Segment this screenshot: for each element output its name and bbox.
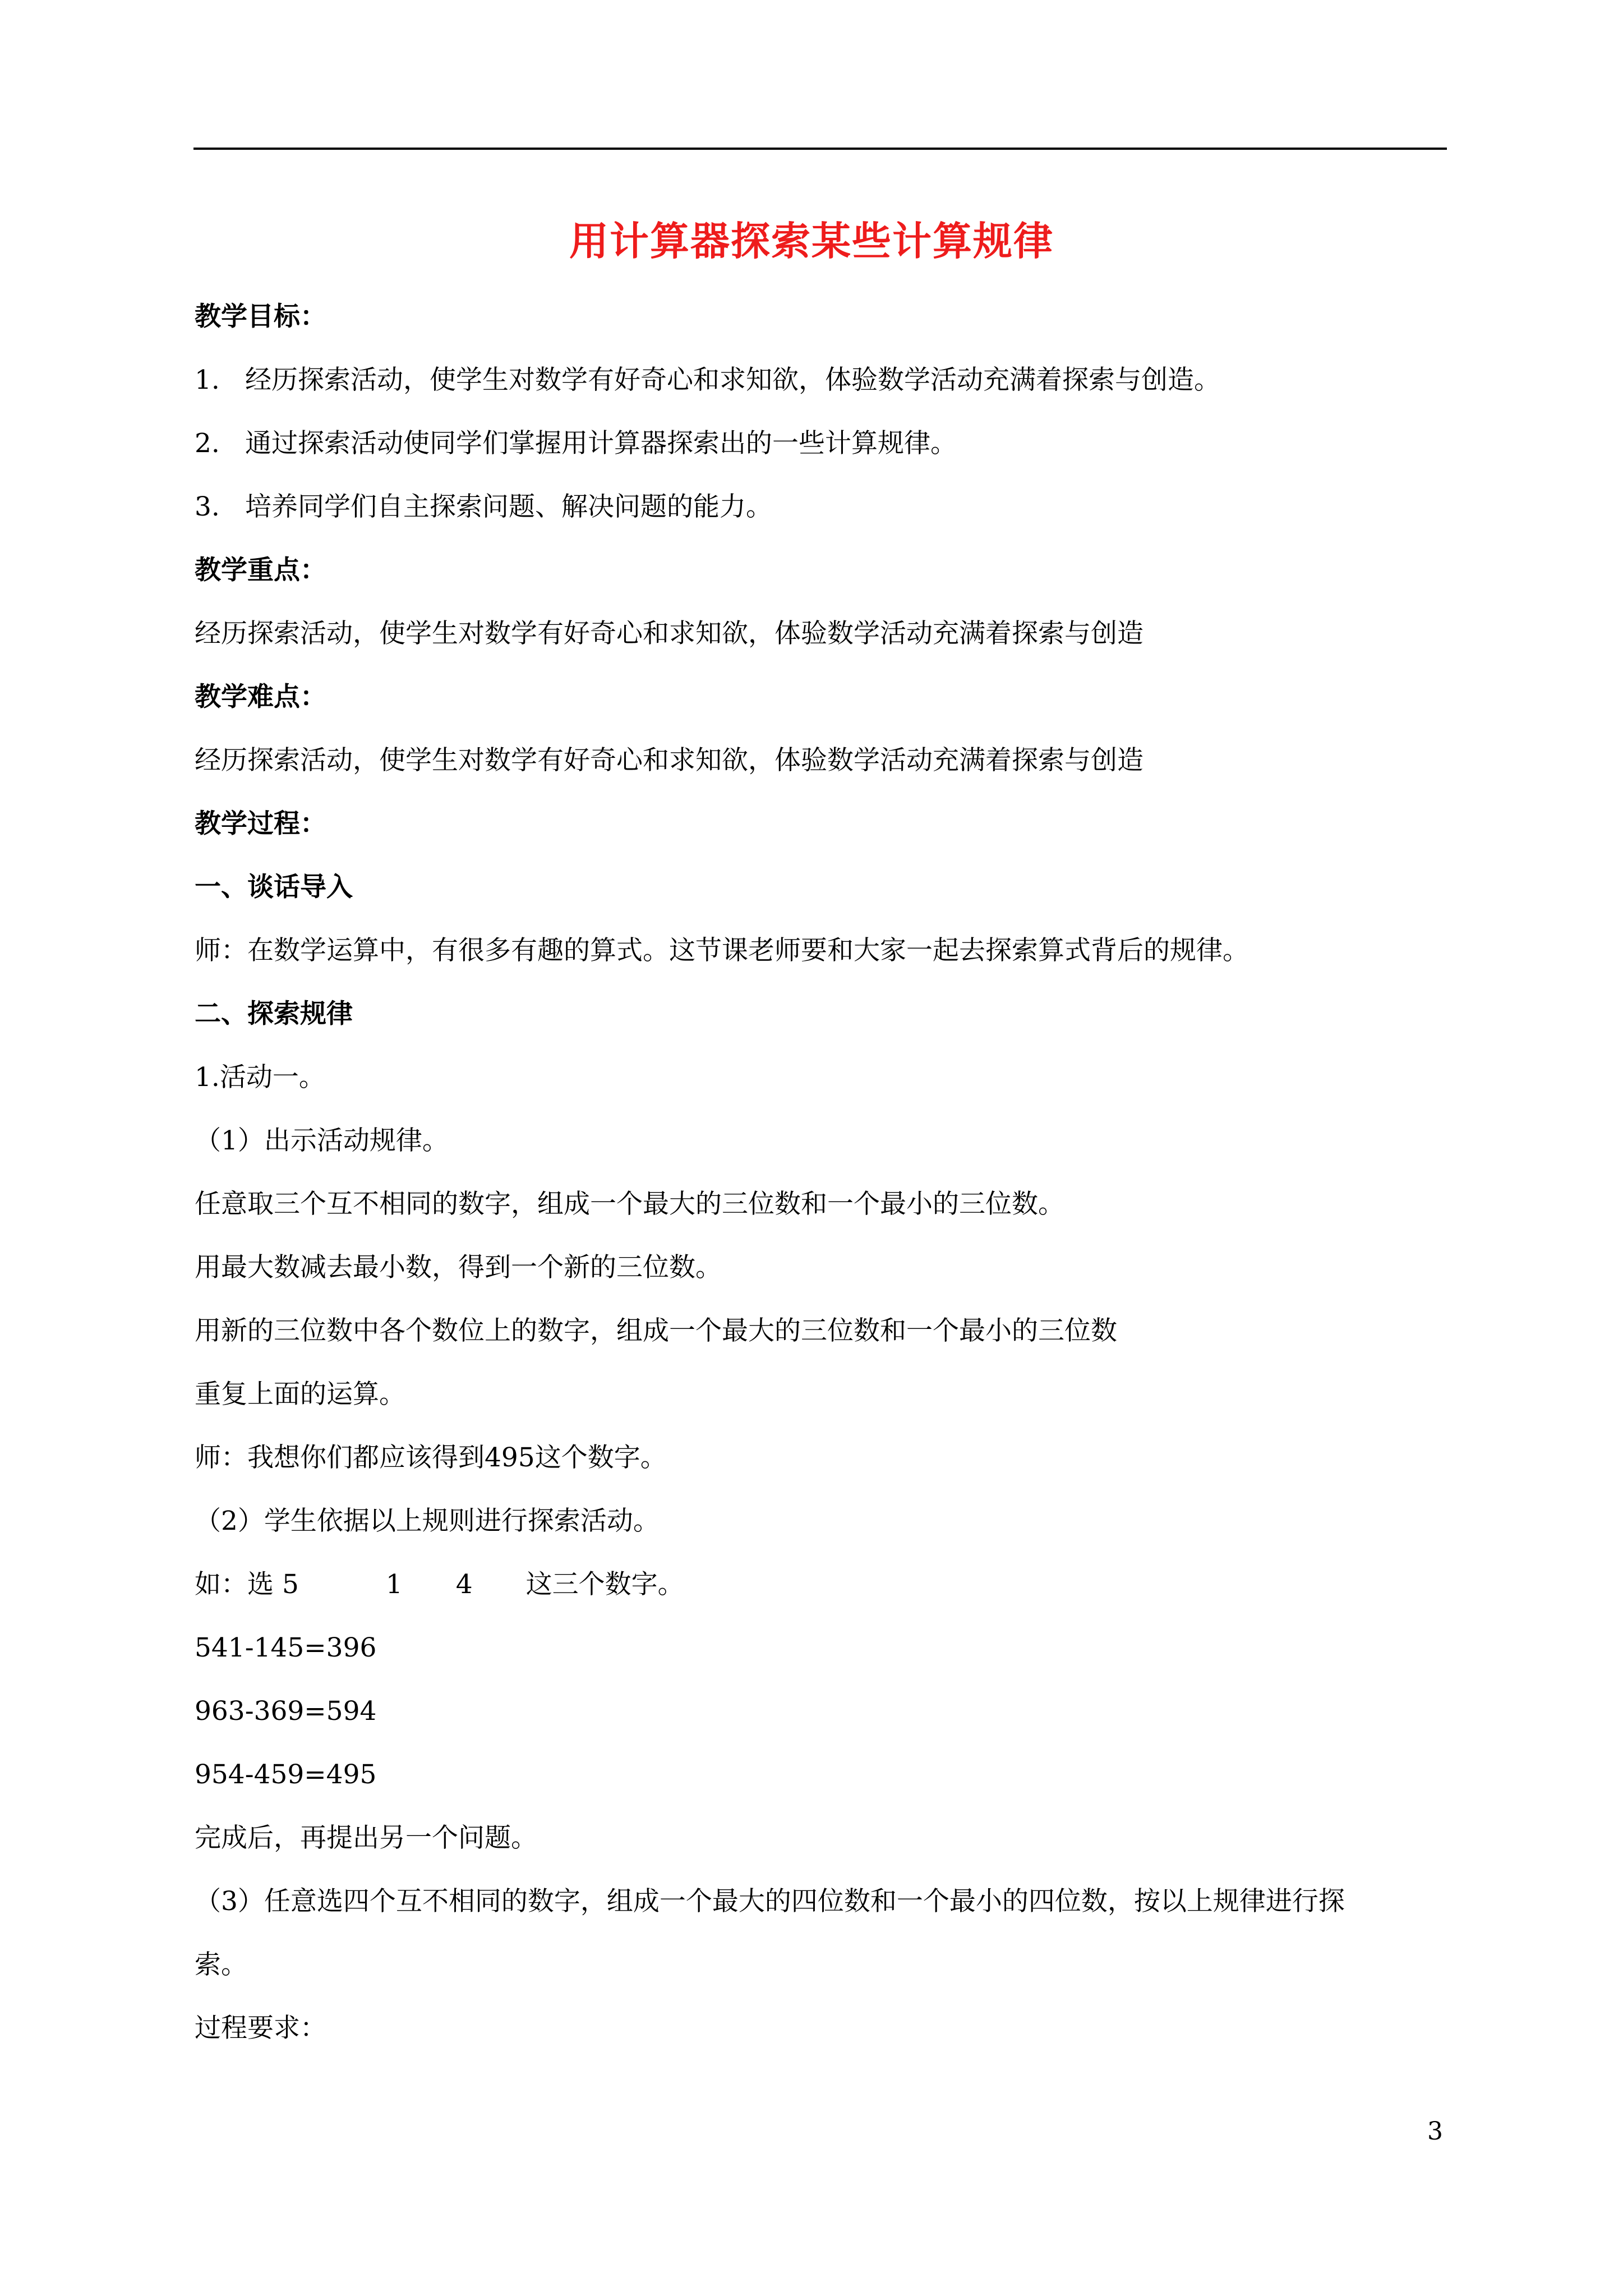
rule-line-2: 用最大数减去最小数，得到一个新的三位数。 — [195, 1252, 722, 1283]
activity-1-label: 1.活动一。 — [195, 1062, 325, 1093]
objective-number: 2. — [195, 428, 220, 459]
difficult-points-text: 经历探索活动，使学生对数学有好奇心和求知欲，体验数学活动充满着探索与创造 — [195, 745, 1144, 776]
calc-line-3: 954-459=495 — [195, 1759, 377, 1790]
objective-number: 1. — [195, 365, 220, 395]
step-2: （2）学生依据以上规则进行探索活动。 — [195, 1506, 660, 1536]
section-2-heading: 二、探索规律 — [195, 999, 353, 1029]
heading-difficult-points: 教学难点： — [195, 682, 326, 712]
section-1-heading: 一、谈话导入 — [195, 872, 353, 903]
requirement-label: 过程要求： — [195, 2013, 326, 2044]
objective-text: 通过探索活动使同学们掌握用计算器探索出的一些计算规律。 — [245, 428, 957, 459]
objective-text: 培养同学们自主探索问题、解决问题的能力。 — [245, 491, 772, 522]
example-prefix: 如：选 5 — [195, 1569, 299, 1600]
example-digit-3: 4 — [455, 1569, 473, 1600]
calc-line-2: 963-369=594 — [195, 1696, 377, 1727]
example-line — [195, 1567, 684, 1603]
example-suffix: 这三个数字。 — [525, 1569, 684, 1600]
heading-objectives: 教学目标： — [195, 301, 326, 332]
document-title: 用计算器探索某些计算规律 — [569, 218, 1054, 264]
section-1-text: 师：在数学运算中，有很多有趣的算式。这节课老师要和大家一起去探索算式背后的规律。 — [195, 935, 1249, 966]
example-digit-2: 1 — [385, 1569, 403, 1600]
step-1: （1）出示活动规律。 — [195, 1125, 449, 1156]
step-3-line-2: 索。 — [195, 1949, 247, 1980]
objective-text: 经历探索活动，使学生对数学有好奇心和求知欲，体验数学活动充满着探索与创造。 — [245, 365, 1220, 395]
objective-item-2 — [195, 426, 957, 462]
teacher-note: 师：我想你们都应该得到495这个数字。 — [195, 1442, 667, 1473]
header-rule — [193, 148, 1447, 150]
objective-number: 3. — [195, 491, 220, 522]
after-text: 完成后，再提出另一个问题。 — [195, 1823, 537, 1853]
heading-process: 教学过程： — [195, 808, 326, 839]
calc-line-1: 541-145=396 — [195, 1632, 377, 1663]
key-points-text: 经历探索活动，使学生对数学有好奇心和求知欲，体验数学活动充满着探索与创造 — [195, 618, 1144, 649]
objective-item-1 — [195, 362, 1220, 398]
rule-line-3: 用新的三位数中各个数位上的数字，组成一个最大的三位数和一个最小的三位数 — [195, 1315, 1117, 1346]
rule-line-1: 任意取三个互不相同的数字，组成一个最大的三位数和一个最小的三位数。 — [195, 1189, 1064, 1220]
page-number: 3 — [1427, 2117, 1443, 2146]
rule-line-4: 重复上面的运算。 — [195, 1379, 405, 1410]
step-3-line-1: （3）任意选四个互不相同的数字，组成一个最大的四位数和一个最小的四位数，按以上规律进行探 — [195, 1886, 1345, 1917]
objective-item-3 — [195, 489, 772, 525]
heading-key-points: 教学重点： — [195, 555, 326, 586]
